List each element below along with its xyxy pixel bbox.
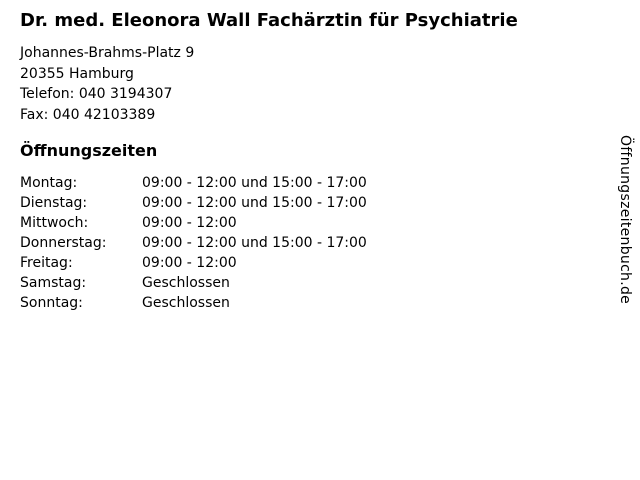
opening-hours-table <box>20 173 600 313</box>
hours-times-monday: 09:00 - 12:00 und 15:00 - 17:00 <box>142 175 367 191</box>
hours-day-wednesday: Mittwoch: <box>20 215 89 231</box>
fax-line: Fax: 040 42103389 <box>20 106 156 123</box>
address-city-line: 20355 Hamburg <box>20 65 134 82</box>
page-title: Dr. med. Eleonora Wall Fachärztin für Psychiatrie <box>20 10 518 31</box>
opening-hours-heading: Öffnungszeiten <box>20 141 158 160</box>
hours-day-thursday: Donnerstag: <box>20 235 107 251</box>
phone-line: Telefon: 040 3194307 <box>20 86 173 102</box>
site-watermark: Öffnungszeitenbuch.de <box>617 135 633 305</box>
hours-day-friday: Freitag: <box>20 255 73 271</box>
hours-times-saturday: Geschlossen <box>142 275 230 291</box>
hours-times-tuesday: 09:00 - 12:00 und 15:00 - 17:00 <box>142 195 367 211</box>
practice-info <box>20 10 600 313</box>
hours-times-wednesday: 09:00 - 12:00 <box>142 215 237 231</box>
hours-day-tuesday: Dienstag: <box>20 195 88 211</box>
hours-day-monday: Montag: <box>20 175 78 191</box>
hours-times-sunday: Geschlossen <box>142 295 230 311</box>
contact-block <box>20 43 600 125</box>
address-street-line: Johannes-Brahms-Platz 9 <box>20 45 195 61</box>
hours-day-saturday: Samstag: <box>20 275 87 291</box>
hours-day-sunday: Sonntag: <box>20 295 83 311</box>
hours-times-friday: 09:00 - 12:00 <box>142 255 237 271</box>
hours-times-thursday: 09:00 - 12:00 und 15:00 - 17:00 <box>142 235 367 251</box>
